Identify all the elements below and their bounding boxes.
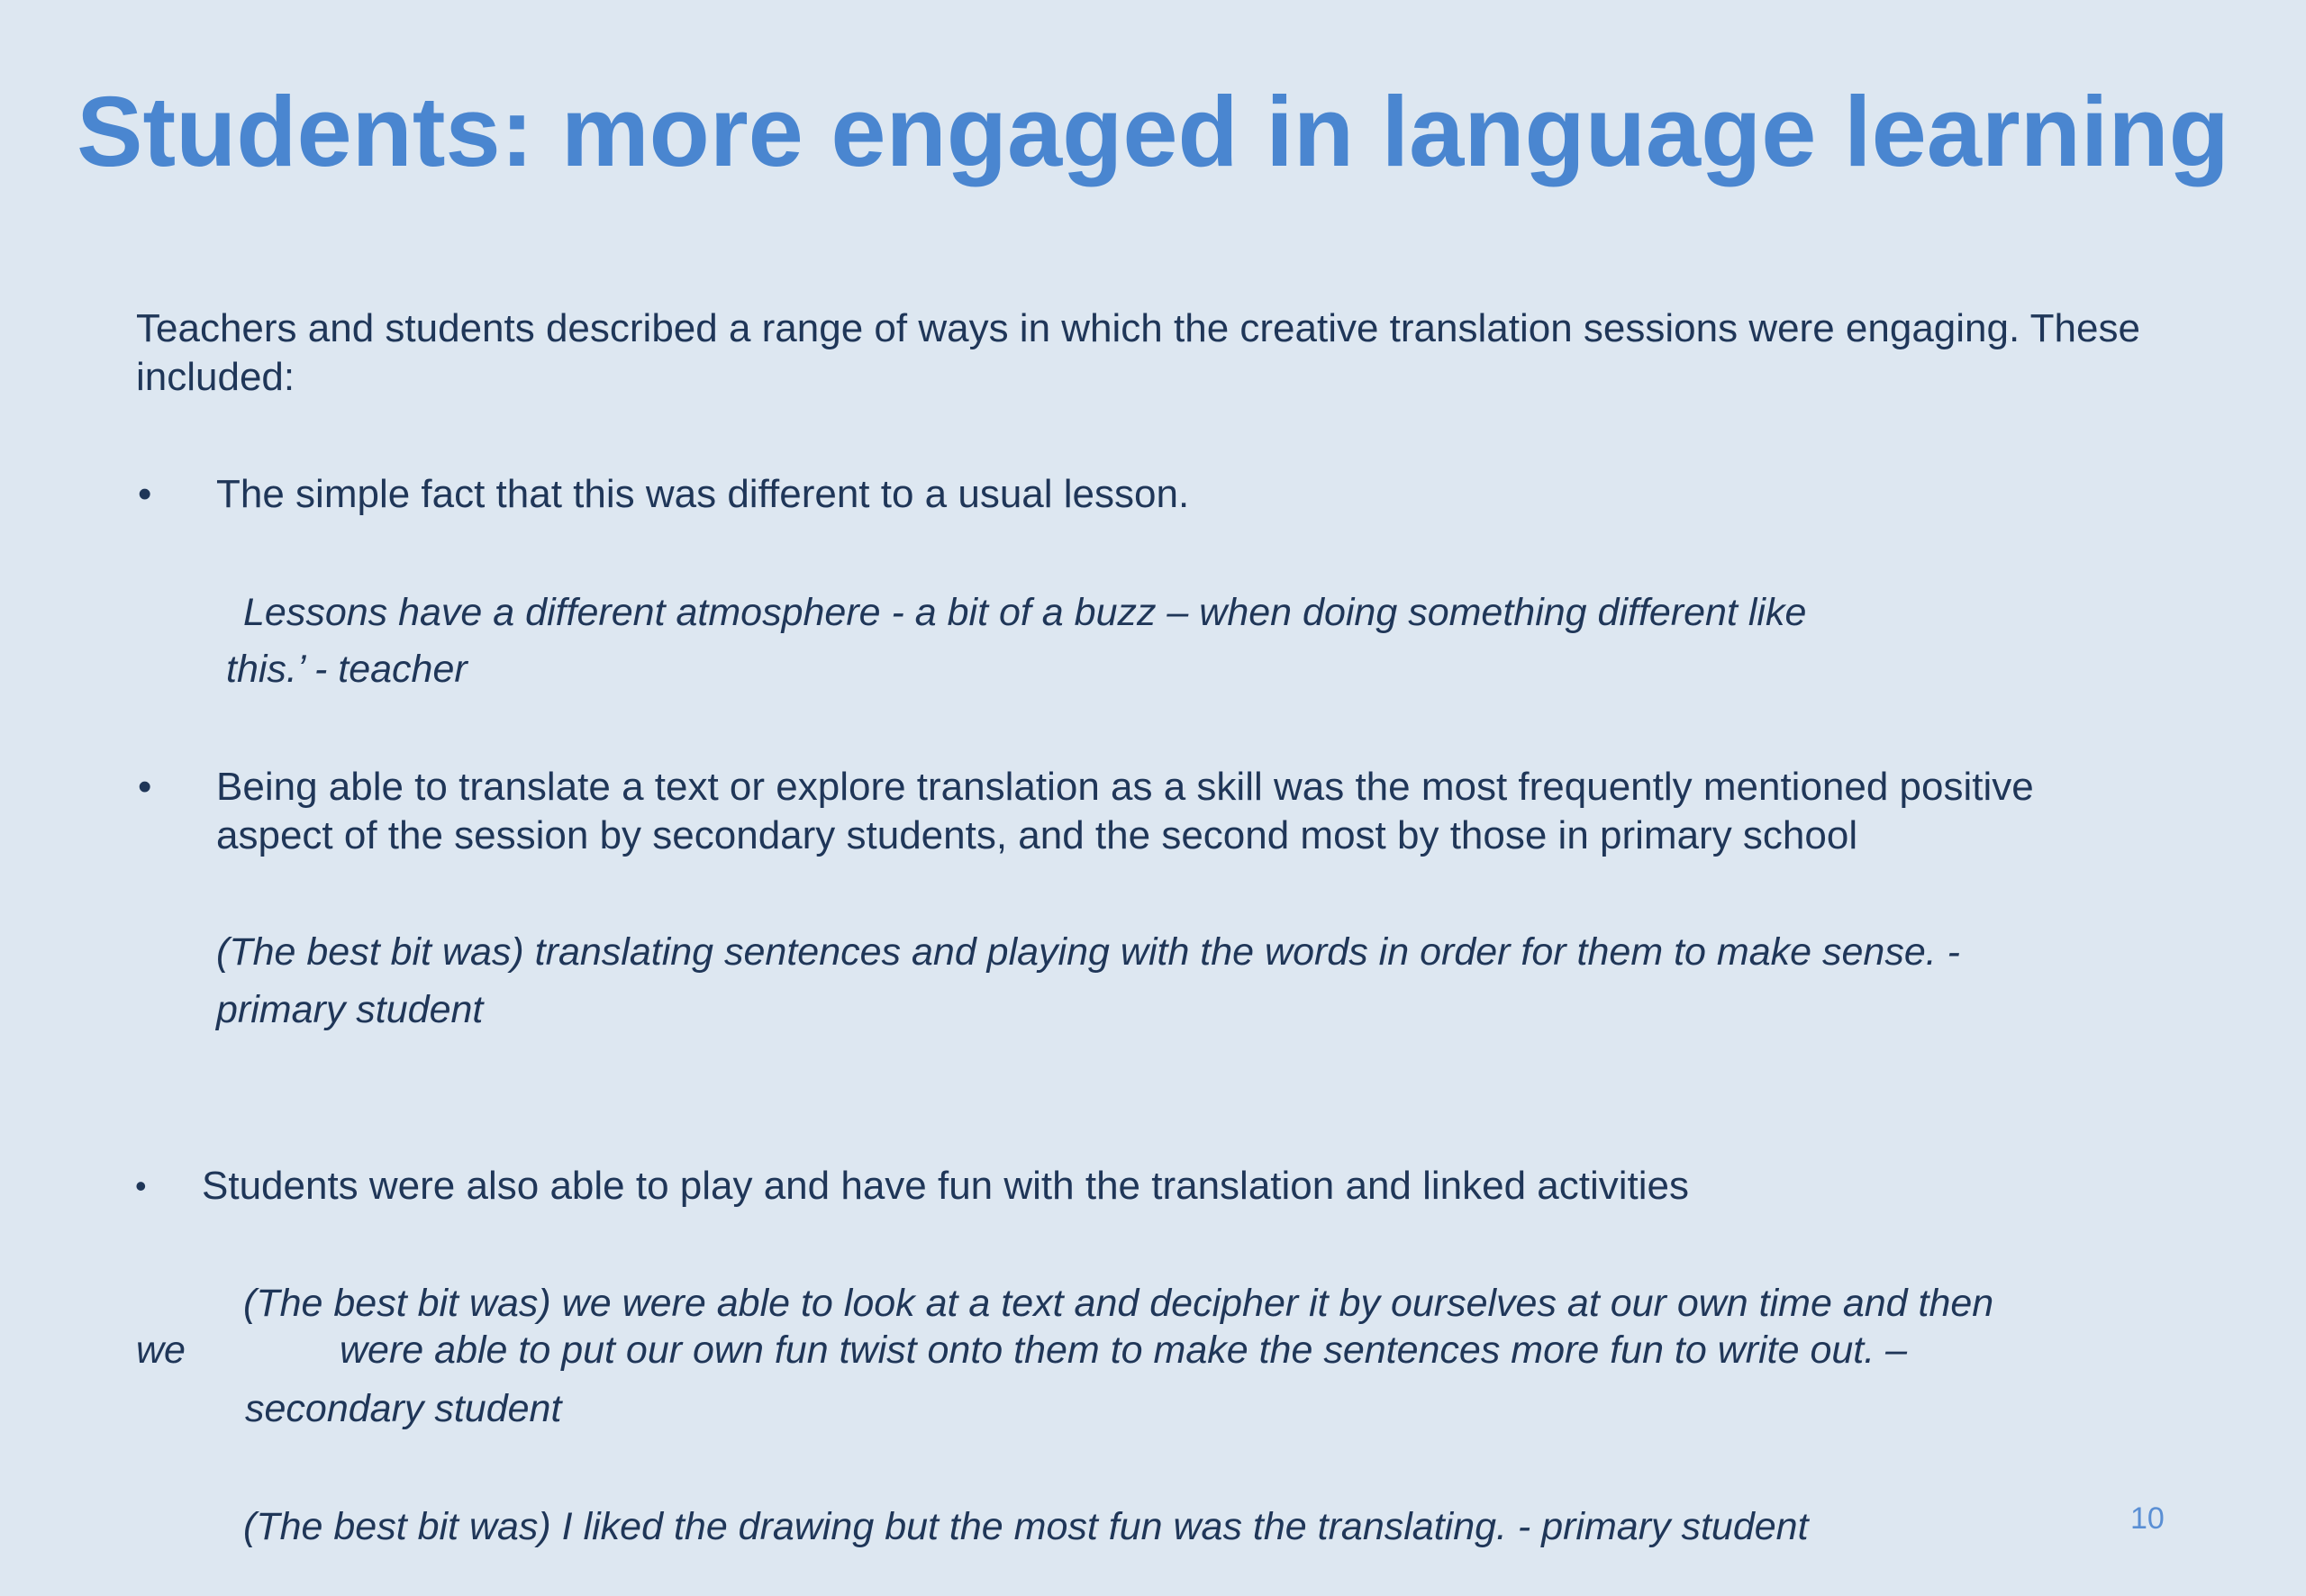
bullet-marker: • [138, 472, 152, 516]
quote-2-line-2: primary student [216, 988, 484, 1031]
bullet-3-text: Students were also able to play and have fun with the translation and linked activities [202, 1164, 1690, 1208]
quote-1-line-1: Lessons have a different atmosphere - a bit of a buzz – when doing something different like [243, 591, 1807, 634]
bullet-marker: • [138, 765, 152, 809]
quote-2-line-1: (The best bit was) translating sentences and playing with the words in order for them to make sense. - [216, 930, 1960, 974]
intro-paragraph: Teachers and students described a range of ways in which the creative translation sessions were engaging. These included: [136, 306, 2140, 399]
quote-3-line-3: secondary student [245, 1387, 562, 1430]
bullet-2-text: Being able to translate a text or explore translation as a skill was the most frequently mentioned positive aspect of the session by secondary students, and the second most by those in primary school [216, 765, 2034, 857]
bullet-marker: • [135, 1167, 147, 1204]
quote-4-line-1: (The best bit was) I liked the drawing but the most fun was the translating. - primary student [243, 1505, 1809, 1548]
bullet-1-text: The simple fact that this was different to a usual lesson. [216, 472, 1190, 516]
page-number: 10 [2130, 1501, 2165, 1536]
quote-3-line-2: were able to put our own fun twist onto them to make the sentences more fun to write out. – [340, 1328, 1908, 1372]
quote-1-line-2: this.’ - teacher [226, 648, 468, 691]
quote-3-line-2-prefix: we [136, 1328, 186, 1372]
slide-title: Students: more engaged in language learning [77, 77, 2229, 187]
quote-3-line-1: (The best bit was) we were able to look at a text and decipher it by ourselves at our own time and then [243, 1282, 1994, 1325]
